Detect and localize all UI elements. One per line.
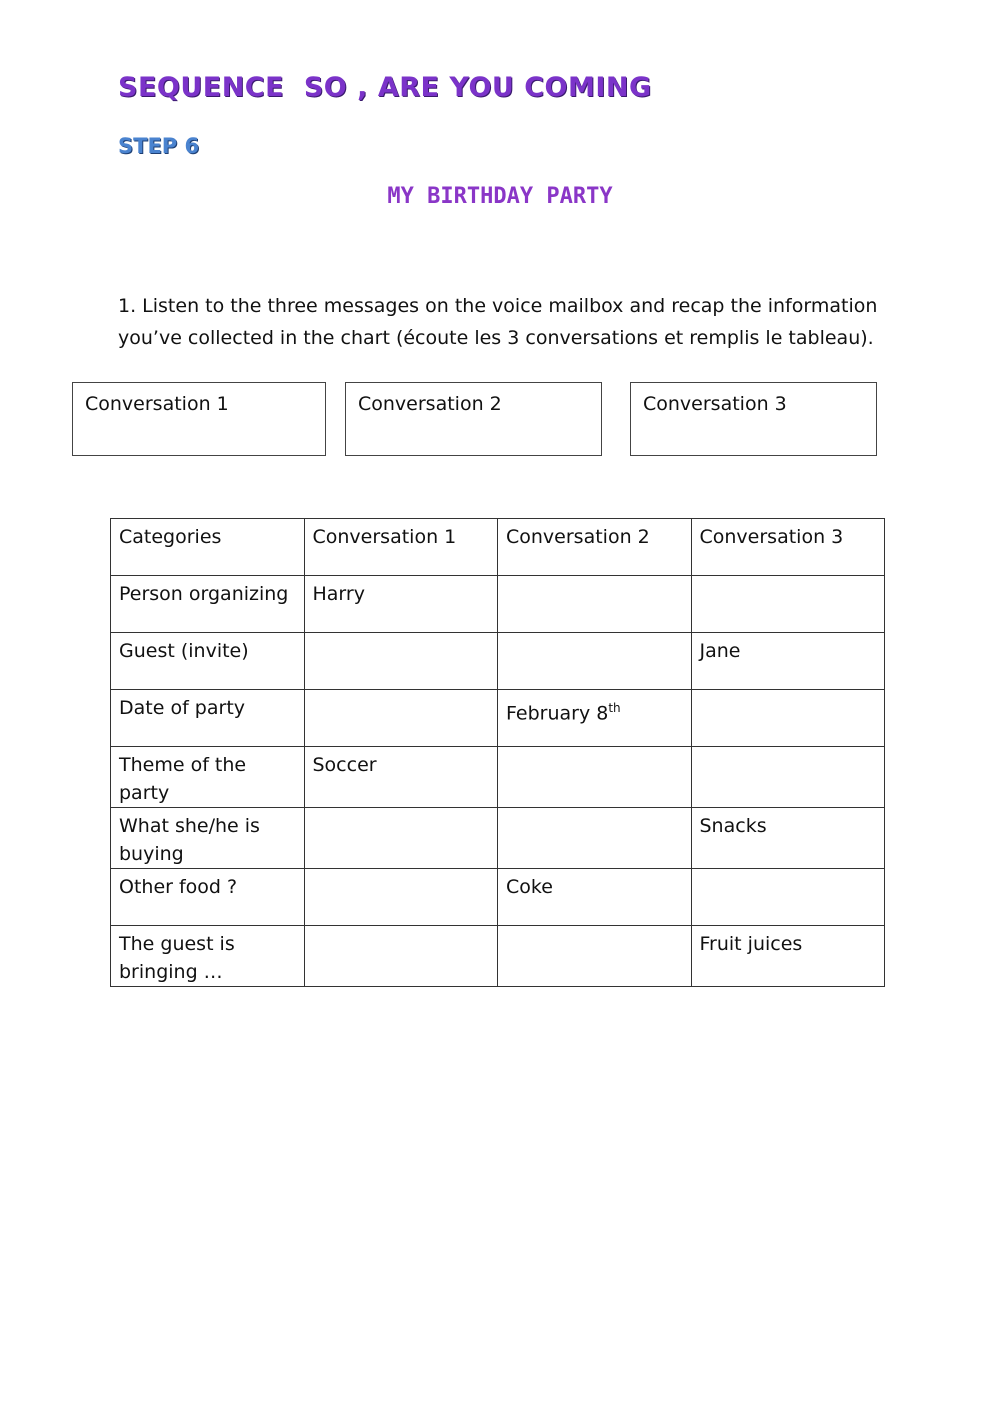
category-cell: What she/he is buying — [111, 808, 305, 869]
answer-cell[interactable] — [304, 690, 498, 747]
answer-cell[interactable]: Soccer — [304, 747, 498, 808]
answer-cell[interactable] — [691, 747, 885, 808]
conversation-box-label: Conversation 3 — [643, 393, 787, 415]
date-value: February 8 — [506, 702, 609, 725]
conversation-box-3[interactable] — [630, 382, 877, 456]
table-row — [111, 633, 885, 690]
answer-cell[interactable]: Harry — [304, 576, 498, 633]
answer-cell[interactable] — [304, 869, 498, 926]
conversation-box-label: Conversation 2 — [358, 393, 502, 415]
category-cell: Guest (invite) — [111, 633, 305, 690]
table-row — [111, 808, 885, 869]
header-cell-conversation-1: Conversation 1 — [304, 519, 498, 576]
table-row — [111, 690, 885, 747]
header-cell-conversation-2: Conversation 2 — [498, 519, 692, 576]
category-cell: Person organizing — [111, 576, 305, 633]
answer-cell[interactable] — [498, 576, 692, 633]
answer-cell[interactable] — [498, 808, 692, 869]
conversation-box-2[interactable] — [345, 382, 602, 456]
date-suffix: th — [608, 701, 621, 715]
table-row — [111, 747, 885, 808]
header-cell-categories: Categories — [111, 519, 305, 576]
category-cell: Date of party — [111, 690, 305, 747]
table-row — [111, 869, 885, 926]
answer-cell[interactable] — [498, 926, 692, 987]
answer-cell[interactable] — [304, 926, 498, 987]
instruction-text: 1. Listen to the three messages on the voice mailbox and recap the information you’ve collected in the chart (écoute les 3 conversations et remplis le tableau). — [118, 295, 878, 349]
category-cell: Theme of the party — [111, 747, 305, 808]
answer-cell[interactable] — [691, 690, 885, 747]
conversation-box-label: Conversation 1 — [85, 393, 229, 415]
answer-cell[interactable] — [691, 869, 885, 926]
table-header-row — [111, 519, 885, 576]
conversation-box-1[interactable] — [72, 382, 326, 456]
answer-cell[interactable] — [498, 747, 692, 808]
answer-cell[interactable] — [691, 576, 885, 633]
answer-cell[interactable] — [498, 633, 692, 690]
table-row — [111, 576, 885, 633]
answer-cell[interactable]: Coke — [498, 869, 692, 926]
sequence-title: SEQUENCE SO , ARE YOU COMING — [118, 72, 652, 103]
page-title: MY BIRTHDAY PARTY — [387, 184, 613, 209]
answer-cell[interactable] — [304, 808, 498, 869]
recap-table — [110, 518, 885, 987]
answer-cell[interactable]: Snacks — [691, 808, 885, 869]
table-row — [111, 926, 885, 987]
answer-cell[interactable] — [498, 690, 692, 747]
category-cell: The guest is bringing … — [111, 926, 305, 987]
answer-cell[interactable] — [304, 633, 498, 690]
answer-cell[interactable]: Fruit juices — [691, 926, 885, 987]
answer-cell[interactable]: Jane — [691, 633, 885, 690]
header-cell-conversation-3: Conversation 3 — [691, 519, 885, 576]
category-cell: Other food ? — [111, 869, 305, 926]
step-title: STEP 6 — [118, 134, 200, 158]
